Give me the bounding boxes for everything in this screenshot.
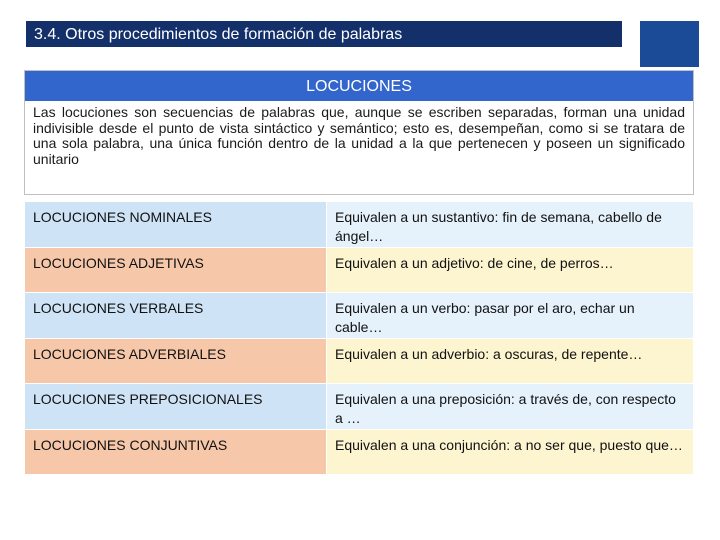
locution-description: Equivalen a un sustantivo: fin de semana, cabello de ángel… bbox=[327, 202, 694, 248]
locution-description: Equivalen a un adverbio: a oscuras, de repente… bbox=[327, 338, 694, 384]
definition-heading: LOCUCIONES bbox=[25, 71, 693, 101]
locution-type: LOCUCIONES ADVERBIALES bbox=[25, 338, 327, 384]
table-row bbox=[25, 247, 694, 293]
locution-type: LOCUCIONES ADJETIVAS bbox=[25, 247, 327, 293]
locution-description: Equivalen a un adjetivo: de cine, de perros… bbox=[327, 247, 694, 293]
locution-description: Equivalen a una preposición: a través de, con respecto a … bbox=[327, 384, 694, 430]
locution-description: Equivalen a un verbo: pasar por el aro, echar un cable… bbox=[327, 293, 694, 339]
definition-box bbox=[24, 70, 694, 195]
locution-description: Equivalen a una conjunción: a no ser que, puesto que… bbox=[327, 429, 694, 475]
locution-types-table bbox=[24, 201, 694, 475]
locution-type: LOCUCIONES CONJUNTIVAS bbox=[25, 429, 327, 475]
table-row bbox=[25, 202, 694, 248]
locution-type: LOCUCIONES PREPOSICIONALES bbox=[25, 384, 327, 430]
locution-type: LOCUCIONES NOMINALES bbox=[25, 202, 327, 248]
locution-type: LOCUCIONES VERBALES bbox=[25, 293, 327, 339]
slide-title: 3.4. Otros procedimientos de formación de palabras bbox=[26, 21, 622, 47]
table-row bbox=[25, 384, 694, 430]
table-row bbox=[25, 338, 694, 384]
table-row bbox=[25, 429, 694, 475]
corner-decoration bbox=[640, 21, 699, 67]
table-row bbox=[25, 293, 694, 339]
definition-text: Las locuciones son secuencias de palabras que, aunque se escriben separadas, forman una unidad indivisible desde el punto de vista sintáctico y semántico; esto es, desempeñan, como si se tratara de una sola palabra, una única función dentro de la unidad a la que pertenecen y poseen un significado unitario bbox=[33, 104, 685, 167]
